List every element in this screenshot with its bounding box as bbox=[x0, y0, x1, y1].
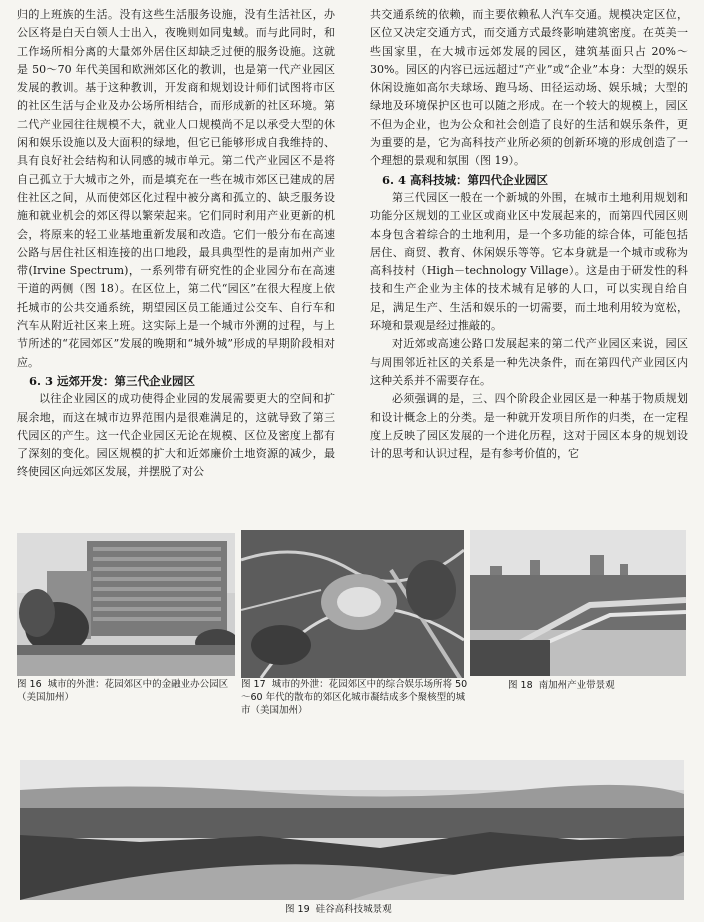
figure-19-caption: 图 19 硅谷高科技城景观 bbox=[285, 904, 392, 915]
figure-number: 图 17 bbox=[241, 679, 266, 690]
figure-16-photo bbox=[17, 533, 235, 676]
section-heading-6-4: 6. 4 高科技城：第四代企业园区 bbox=[382, 172, 549, 187]
paragraph: 必须强调的是，三、四个阶段企业园区是一种基于物质规划和设计概念上的分类。是一种就开发项目所作的归类，在一定程度上反映了园区发展的一个进化历程，这对于园区本身的规划设计的思考和认识过程，是有参考价值的，它 bbox=[370, 392, 688, 461]
paragraph: 对近郊或高速公路口发展起来的第二代产业园区来说，园区与周围邻近社区的关系是一种先决条件，而在第四代产业园区内这种关系并不需要存在。 bbox=[370, 337, 688, 387]
figure-16-caption: 图 16 城市的外泄：花园郊区中的金融业办公园区（美国加州） bbox=[17, 679, 229, 703]
paragraph: 归的上班族的生活。没有这些生活服务设施，没有生活社区，办公区将是白天白领人士出入，夜晚则如同鬼蜮。而与此同时，和工作场所相分离的大量郊外居住区却缺乏过便的服务设施。这就是 50～70 年代美国和欧洲郊区化的教训，也是第一代产业园区发展的教训。基于这种教训，开发商和规划设计师们试图将市区的社区生活与企业及办公场所相结合，而形成新的社区环境。第二代产业园往往规模不大，就业人口规模尚不足以承受大型的休闲和娱乐设施以及大面积的绿地，但它已能够形成自我维持的、具有良好社会结构和认同感的城市单元。第二代产业园区不是将自己孤立于大城市之外，而是填充在一些在城市郊区已建成的居住社区之间，从而使郊区化过程中被分离和孤立的、缺乏服务设施和就业机会的郊区得以繁荣起来。它们同时利用产业更新的机会，将原来的轻工业基地重新发展和改造。它们一般分布在高速公路与居住社区相连接的出口地段，最具典型性的是南加州产业带(Irvine Spectrum)，一系列带有研究性的企业园分布在高速干道的两侧（图 18）。在区位上，第二代“园区”在很大程度上依托城市的公共交通系统，期望园区员工能通过公交车、自行车和汽车从附近社区来上班。这实际上是一个城市外溯的过程，与上节所述的“花园郊区”发展的晚期和“城外城”形成的早期阶段相对应。 bbox=[17, 8, 335, 369]
right-text-column bbox=[370, 6, 688, 463]
figure-18-photo bbox=[470, 530, 686, 676]
paragraph: 第三代园区一般在一个新城的外围，在城市土地利用规划和功能分区规划的工业区或商业区中发展起来的，而第四代园区则本身包含着综合的土地利用，是一个多功能的综合体，可能包括居住、商贸、教育、休闲娱乐等等。它本身就是一个城市或称为高科技村（High－technology Village）。这是由于研发性的科技和生产企业为主体的技术城有足够的人口，可以实现自给自足，满足生产、生活和娱乐的一切需要，而土地利用较为宽松，环境和景观是经过推敲的。 bbox=[370, 190, 688, 333]
figure-17-photo bbox=[241, 530, 464, 678]
figure-19-photo bbox=[20, 760, 684, 900]
figure-number: 图 18 bbox=[508, 680, 533, 691]
paragraph: 共交通系统的依赖，而主要依赖私人汽车交通。规模决定区位，区位又决定交通方式，而交通方式最终影响建筑密度。在英美一些国家里，在大城市远郊发展的园区，建筑基面只占 20%～30%。园区的内容已远远超过“产业”或“企业”本身：大型的娱乐休闲设施如高尔夫球场、跑马场、田径运动场、娱乐城；大型的绿地及环境保护区也可以随之形成。在一个较大的规模上，园区不但为企业，也为公众和社会创造了良好的生活和娱乐条件，更为重要的是，它为高科技产业所必须的创新环境的形成创造了一个理想的景观和氛围（图 19）。 bbox=[370, 8, 688, 168]
figure-17-caption: 图 17 城市的外泄：花园郊区中的综合娱乐场所将 50～60 年代的散布的郊区化城市凝结成多个聚核型的城市（美国加州） bbox=[241, 679, 468, 716]
left-text-column bbox=[17, 6, 335, 482]
figure-18-caption: 图 18 南加州产业带景观 bbox=[508, 680, 615, 691]
paragraph: 以往企业园区的成功使得企业园的发展需要更大的空间和扩展余地，而这在城市边界范围内是很难满足的，这就导致了第三代园区的产生。这一代企业园区无论在规模、区位及密度上都有了深刻的变化。园区规模的扩大和近郊廉价土地资源的减少，最终使园区向远郊区发展，并摆脱了对公 bbox=[17, 392, 335, 479]
figure-number: 图 19 bbox=[285, 904, 310, 915]
section-heading-6-3: 6. 3 远郊开发：第三代企业园区 bbox=[29, 373, 196, 388]
figure-number: 图 16 bbox=[17, 679, 42, 690]
